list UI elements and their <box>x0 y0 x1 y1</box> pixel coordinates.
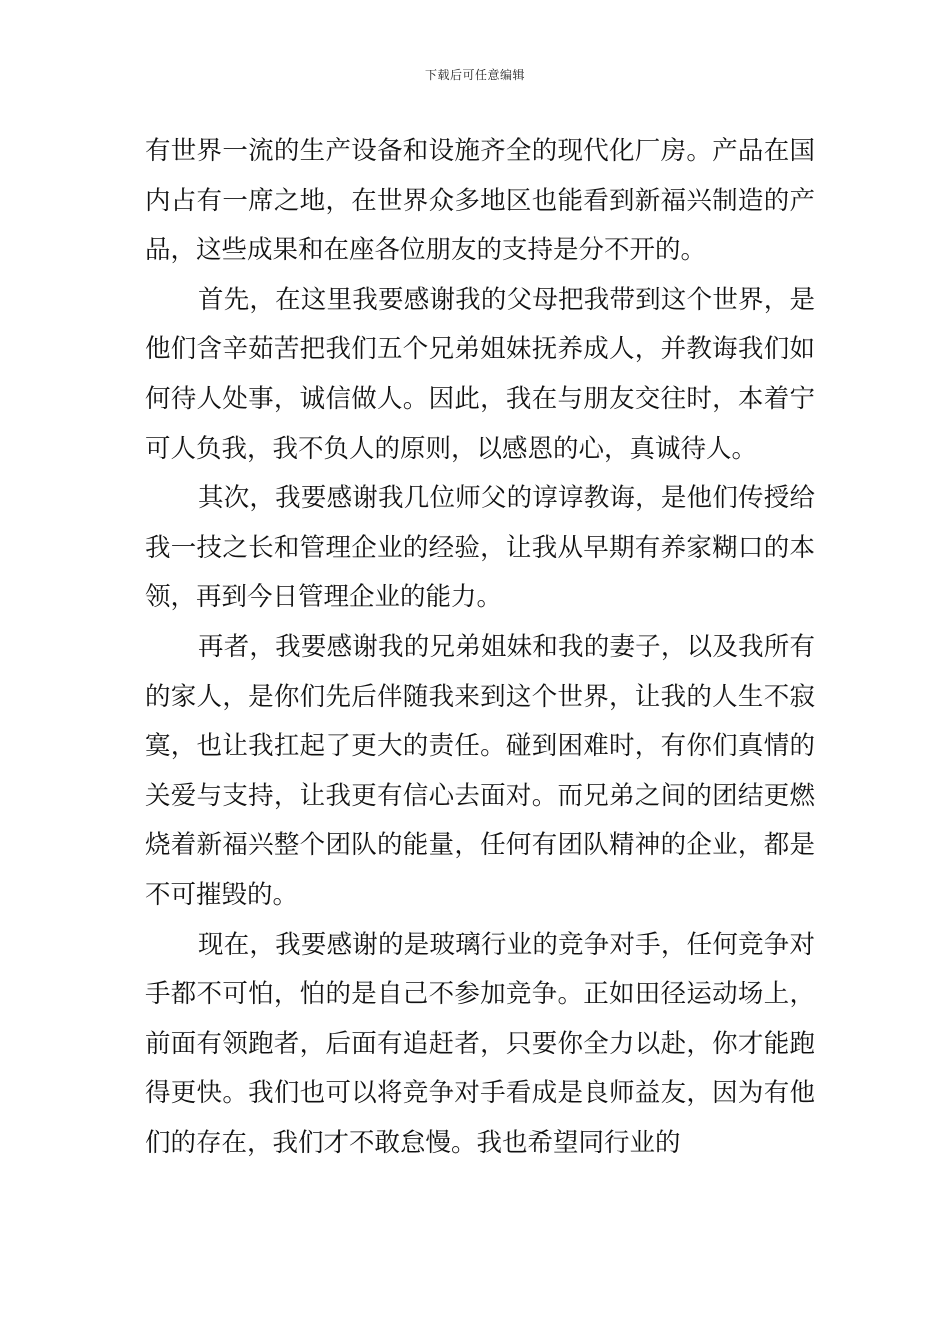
paragraph: 其次，我要感谢我几位师父的谆谆教诲，是他们传授给我一技之长和管理企业的经验，让我从早期有养家糊口的本领，再到今日管理企业的能力。 <box>145 483 815 613</box>
paragraph: 首先，在这里我要感谢我的父母把我带到这个世界，是他们含辛茹苦把我们五个兄弟姐妹抚养成人，并教诲我们如何待人处事，诚信做人。因此，我在与朋友交往时，本着宁可人负我，我不负人的原则，以感恩的心，真诚待人。 <box>145 284 815 464</box>
header-note: 下载后可任意编辑 <box>424 68 525 82</box>
document-body <box>145 127 815 1168</box>
paragraph: 有世界一流的生产设备和设施齐全的现代化厂房。产品在国内占有一席之地，在世界众多地区也能看到新福兴制造的产品，这些成果和在座各位朋友的支持是分不开的。 <box>145 136 815 266</box>
paragraph: 现在，我要感谢的是玻璃行业的竞争对手，任何竞争对手都不可怕，怕的是自己不参加竞争。正如田径运动场上，前面有领跑者，后面有追赶者，只要你全力以赴，你才能跑得更快。我们也可以将竞争对手看成是良师益友，因为有他们的存在，我们才不敢怠慢。我也希望同行业的 <box>145 929 815 1158</box>
paragraph: 再者，我要感谢我的兄弟姐妹和我的妻子，以及我所有的家人，是你们先后伴随我来到这个世界，让我的人生不寂寞，也让我扛起了更大的责任。碰到困难时，有你们真情的关爱与支持，让我更有信心去面对。而兄弟之间的团结更燃烧着新福兴整个团队的能量，任何有团队精神的企业，都是不可摧毁的。 <box>145 631 815 910</box>
